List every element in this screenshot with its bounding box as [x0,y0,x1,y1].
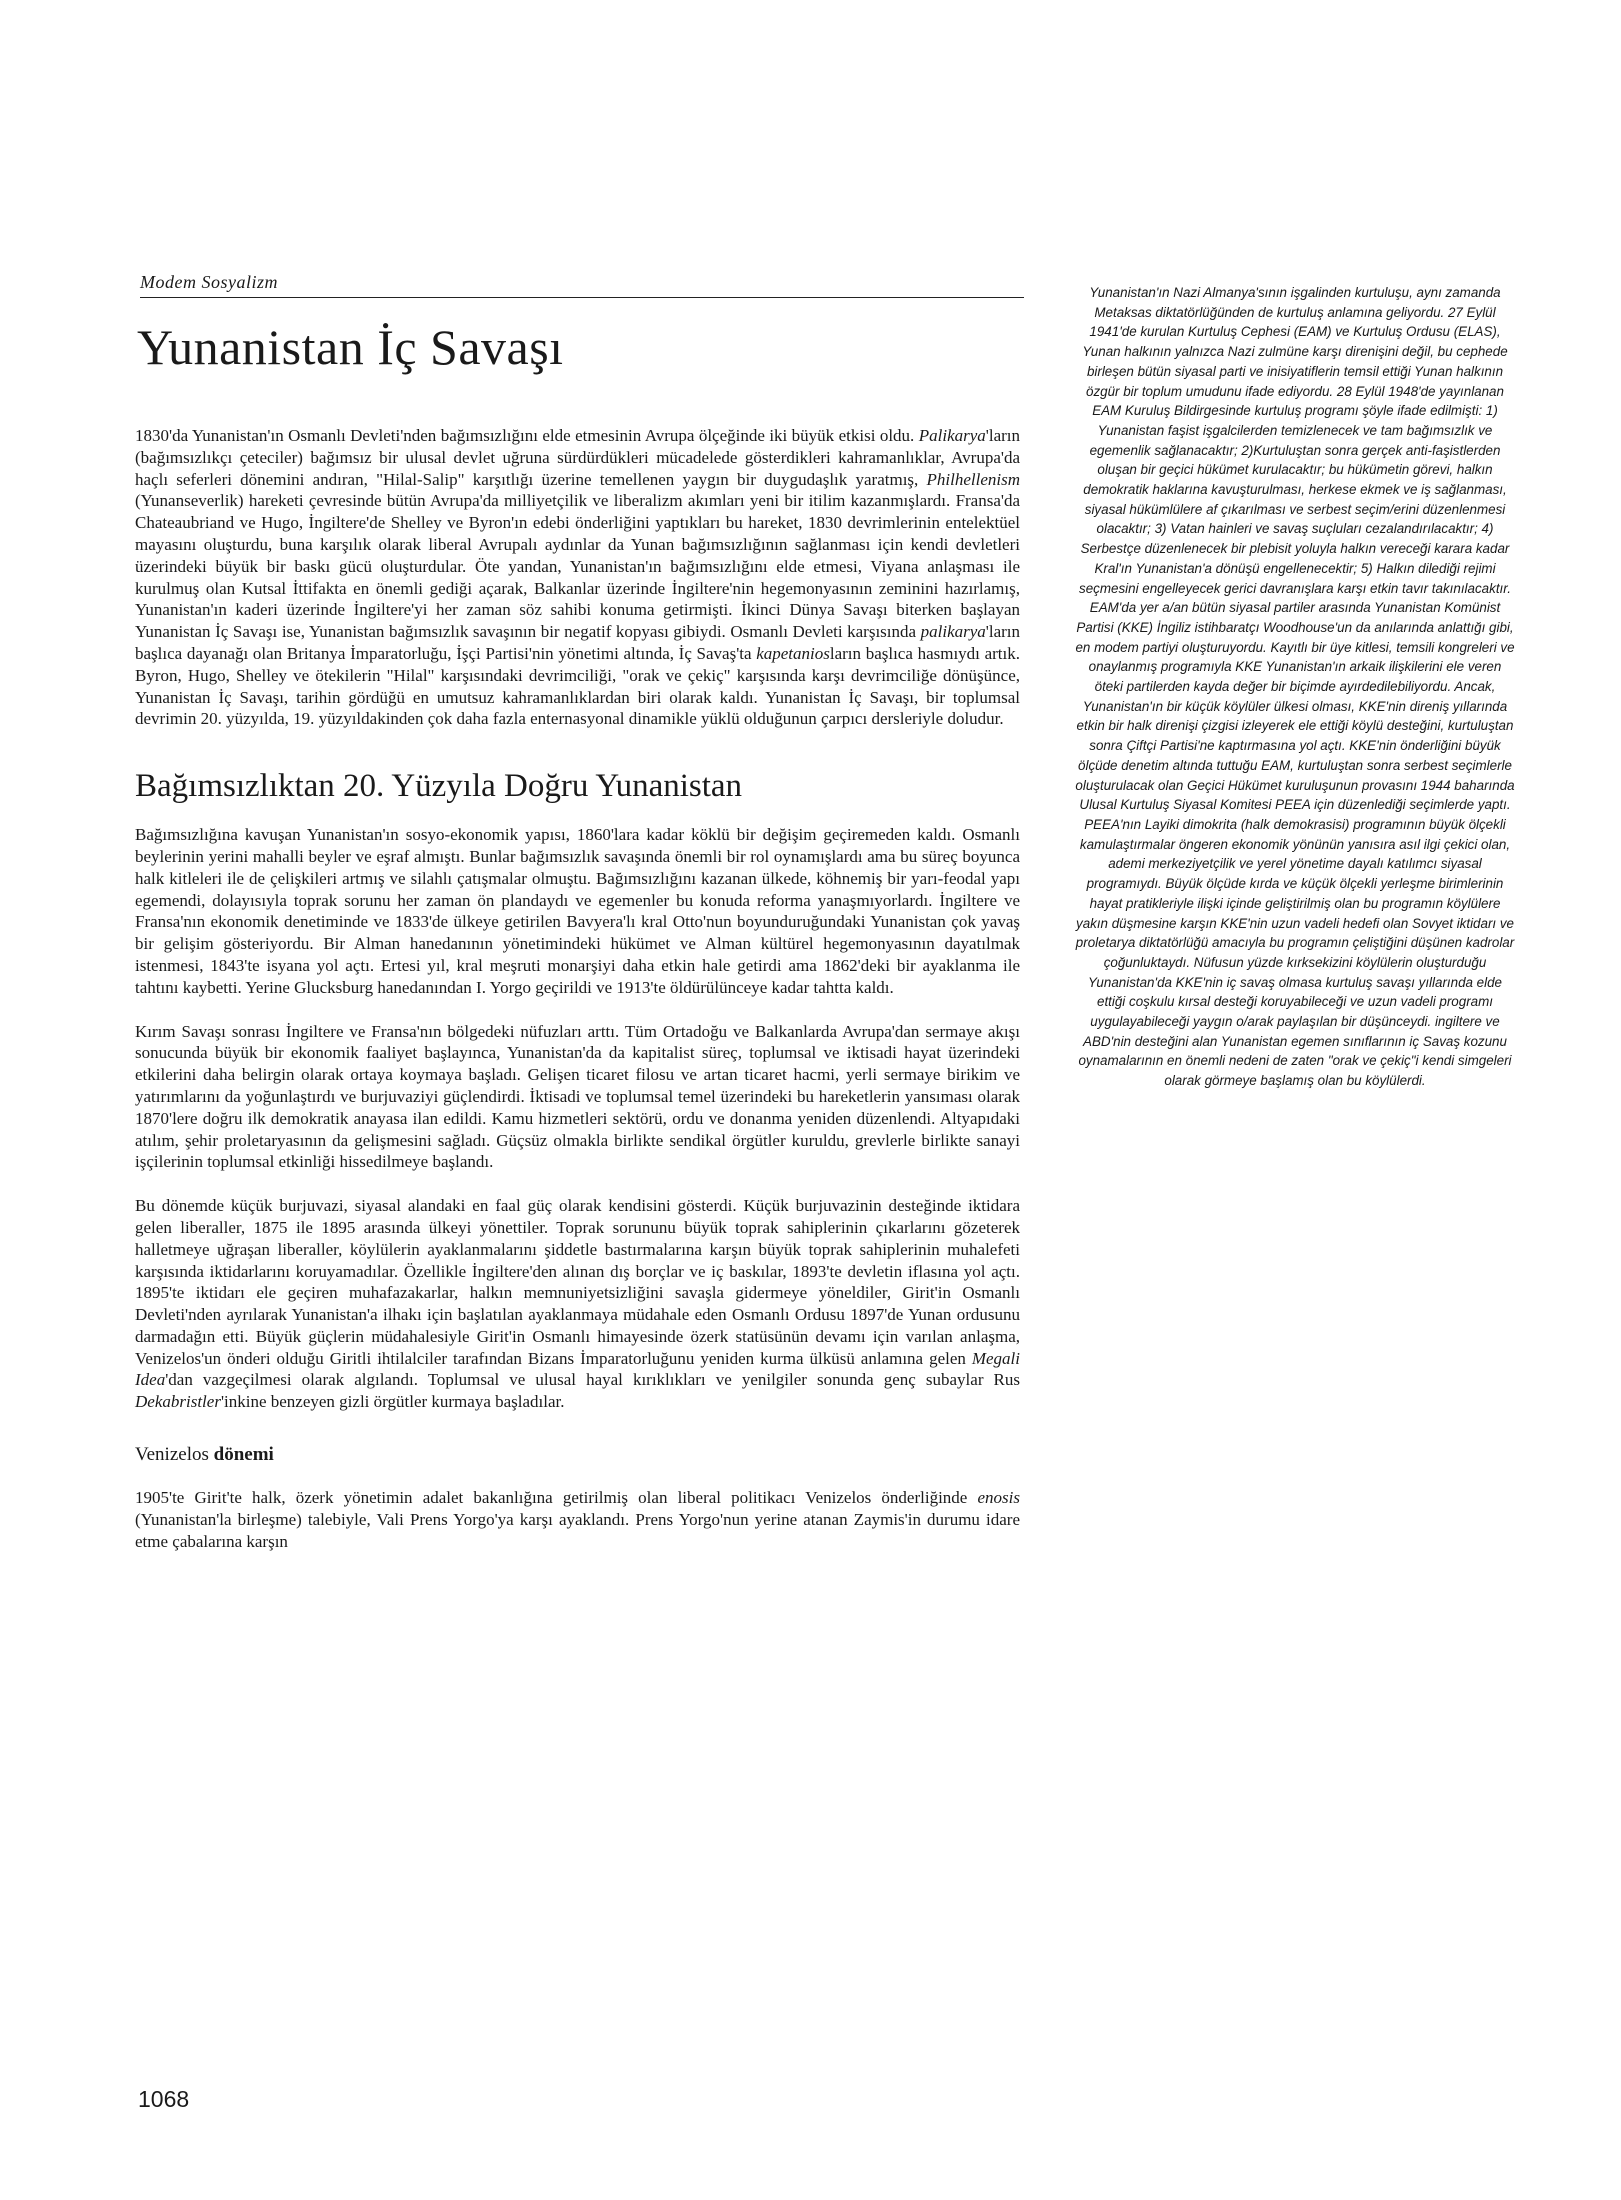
term-megali-idea: Megali Idea [135,1348,1020,1390]
term-palikarya: Palikarya [918,426,986,445]
intro-text-a: 1830'da Yunanistan'ın Osmanlı Devleti'nden bağımsızlığını elde etmesinin Avrupa ölçeğinde iki büyük etkisi oldu. [135,426,919,445]
term-dekabristler: Dekabristler [135,1392,221,1412]
intro-text-d: 'ların başlıca dayanağı olan Britanya İmparatorluğu, İşçi Partisi'nin yönetimi altında, İç Savaş'ta [135,622,1020,663]
section2-p3-text-b: 'dan vazgeçilmesi olarak algılandı. Toplumsal ve ulusal hayal kırıklıkları ve yenilgiler sonunda genç subaylar Rus [165,1370,1020,1390]
section2-p3-text-a: Bu dönemde küçük burjuvazi, siyasal alandaki en faal güç olarak kendisini gösterdi. Küçük burjuvazinin desteğinde iktidara gelen liberaller, 1875 ile 1895 arasında ülkeyi yönettiler. Toprak sorununu büyük toprak sahiplerinin çıkarlarını gözeterek halletmeye uğraşan liberaller, köylülerin ayaklanmalarını şiddetle bastırmalarına karşın büyük toprak sahiplerinin muhalefeti karşısında iktidarlarını koruyamadılar. Özellikle İngiltere'den alınan dış borçlar ve iç baskılar, 1893'te devletin iflasına yol açtı. 1895'te iktidarı ele geçiren muhafazakarlar, halkın memnuniyetsizliğini savaşla gidermeye yöneldiler, Girit'in Osmanlı Devleti'nden ayrılarak Yunanistan'a ilhakı için başlatılan ayaklanmaya müdahale eden Osmanlı Ordusu 1897'de Yunan ordusunu darmadağın etti. Büyük güçlerin müdahalesiyle Girit'in Osmanlı himayesinde özerk statüsünün devamı için varılan anlaşma, Venizelos'un önderi olduğu Giritli ihtilalciler tarafından Bizans İmparatorluğunu yeniden kurma ülküsü anlamına gelen [135,1196,1020,1368]
section3-paragraph-1 [135,1487,1020,1552]
section3-p1-text-b: (Yunanistan'la birleşme) talebiyle, Vali Prens Yorgo'ya karşı ayaklandı. Prens Yorgo'nun yerine atanan Zaymis'in durumu idare etme çabalarına karşın [135,1509,1020,1551]
intro-paragraph [135,425,1020,730]
page-title: Yunanistan İç Savaşı [137,319,564,375]
section3-p1-text-a: 1905'te Girit'te halk, özerk yönetimin adalet bakanlığına getirilmiş olan liberal politikacı Venizelos önderliğinde [135,1488,978,1508]
section2-p3-text-c: 'inkine benzeyen gizli örgütler kurmaya başladılar. [220,1392,565,1412]
running-head: Modem Sosyalizm [140,272,1024,298]
section-heading-bagimsizliktan: Bağımsızlıktan 20. Yüzyıla Doğru Yunanistan [135,768,743,805]
term-palikarya-2: palikarya [920,622,986,642]
section-heading-venizelos [135,1443,1020,1467]
donemi-heading-word: dönemi [213,1444,274,1466]
venizelos-heading-word: Venizelos [135,1444,214,1466]
sidebar-note: Yunanistan'ın Nazi Almanya'sının işgalinden kurtuluşu, aynı zamanda Metaksas diktatörlüğünden de kurtuluş anlamına geliyordu. 27 Eylül 1941'de kurulan Kurtuluş Cephesi (EAM) ve Kurtuluş Ordusu (ELAS), Yunan halkının yalnızca Nazi zulmüne karşı direnişini değil, bu cephede birleşen bütün siyasal parti ve inisiyatiflerin temsil ettiği Yunan halkının özgür bir toplum umudunu ifade ediyordu. 28 Eylül 1948'de yayınlanan EAM Kuruluş Bildirgesinde kurtuluş programı şöyle ifade edilmişti: 1) Yunanistan faşist işgalcilerden temizlenecek ve tam bağımsızlık ve egemenlik sağlanacaktır; 2)Kurtuluştan sonra gerçek anti-faşistlerden oluşan bir geçici hükümet kurulacaktır; bu hükümetin görevi, halkın demokratik haklarına kavuşturulması, herkese ekmek ve iş sağlanması, siyasal hükümlülere af çıkarılması ve serbest seçim/erini düzenlenmesi olacaktır; 3) Vatan hainleri ve savaş suçluları cezalandırılacaktır; 4) Serbestçe düzenlenecek bir plebisit yoluyla halkın vereceği karara kadar Kral'ın Yunanistan'a dönüşü engellenecektir; 5) Halkın dilediği rejimi seçmesini engelleyecek gerici davranışlara karşı etkin tavır takınılacaktır. EAM'da yer a/an bütün siyasal partiler arasında Yunanistan Komünist Partisi (KKE) İngiliz istihbaratçı Woodhouse'un da anılarında anlattığı gibi, en modem partiyi oluşturuyordu. Kayıtlı bir üye kitlesi, temsili kongreleri ve onaylanmış programıyla KKE Yunanistan'ın arkaik ilişkilerini ele veren öteki partilerden kayda değer bir biçimde ayırdedilebiliyordu. Ancak, Yunanistan'ın bir küçük köylüler ülkesi olması, KKE'nin direniş yıllarında etkin bir halk direnişi çizgisi izleyerek ele ettiği köylü desteğini, kurtuluştan sonra Çiftçi Partisi'ne kaptırmasına yol açtı. KKE'nin önderliğini büyük ölçüde denetim altında tuttuğu EAM, kurtuluştan sonra serbest seçimlerle oluşturulacak olan Geçici Hükümet kuruluşunun provasını 1944 baharında Ulusal Kurtuluş Siyasal Komitesi PEEA için düzenlediği seçimlerde yaptı. PEEA'nın Layiki dimokrita (halk demokrasisi) programının büyük ölçekli kamulaştırmalar öngeren ekonomik yönünün yanısıra asıl ilgi çekici olan, ademi merkeziyetçilik ve yerel yönetime dayalı katılımcı siyasal programıydı. Büyük ölçüde kırda ve küçük ölçekli yerleşme birimlerinin hayat pratikleriyle ilişki içinde geliştirilmiş olan bu programın köylülere yakın düşmesine karşın KKE'nin uzun vadeli hedefi olan Sovyet iktidarı ve proletarya diktatörlüğü amacıyla bu programın çeliştiğini düşünen kadrolar çoğunluktaydı. Nüfusun yüzde kırksekizini köylülerin oluşturduğu Yunanistan'da KKE'nin iç savaş olmasa kurtuluş savaşı yıllarında elde ettiği coşkulu kırsal desteği koruyabileceği ve uzun vadeli programı uygulayabileceği yaygın o/arak paylaşılan bir düşünceydi. ingiltere ve ABD'nin desteğini alan Yunanistan egemen sınıflarının iç Savaş kozunu oynamalarının en önemli nedeni de zaten "orak ve çekiç"i kendi simgeleri olarak görmeye başlamış olan bu köylülerdi. [1075,285,1515,1089]
section2-paragraph-1: Bağımsızlığına kavuşan Yunanistan'ın sosyo-ekonomik yapısı, 1860'lara kadar köklü bir değişim geçiremeden kaldı. Osmanlı beylerinin yerini mahalli beyler ve eşraf almıştı. Bunlar bağımsızlık savaşında önemli bir rol oynamışlardı ama bu süreç boyunca halk kitleleri ile de çelişkileri artmış ve silahlı çatışmalar olmuştu. Bağımsızlığını kazanan ülkede, köhnemiş bir yarı-feodal yapı egemendi, dolayısıyla toprak sorunu her zaman ön plandaydı ve egemenler bu konuda reforma yanaşmıyorlardı. İngiltere ve Fransa'nın ekonomik denetiminde ve 1833'de ülkeye getirilen Bavyera'lı kral Otto'nun boyunduruğundaki Yunanistan çok yavaş bir gelişim gösteriyordu. Bir Alman hanedanının yönetimindeki hükümet ve Alman kültürel hegemonyasının dayatılmak istenmesi, 1843'te isyana yol açtı. Ertesi yıl, kral meşruti monarşiyi daha etkin hale getirdi ama 1862'deki bir ayaklanma ile tahtını kaybetti. Yerine Glucksburg hanedanından I. Yorgo geçirildi ve 1913'te öldürülünceye kadar tahtta kaldı. [135,825,1020,997]
term-philhellenism: Philhellenism [926,469,1020,489]
term-kapetanios: kapetanios [756,643,830,663]
term-enosis: enosis [977,1488,1020,1508]
intro-text-b: 'ların (bağımsızlıkçı çeteciler) bağımsız bir ulusal devlet uğruna sürdürdükleri mücadelede gösterdikleri kahramanlıklar, Avrupa'da haçlı seferleri dönemini andıran, "Hilal-Salip" karşıtlığı üzerine temellenen yaygın bir duygudaşlık yaratmış, [135,426,1020,489]
intro-text-c: (Yunanseverlik) hareketi çevresinde bütün Avrupa'da milliyetçilik ve liberalizm akımları yeni bir itilim kazanmışlardı. Fransa'da Chateaubriand ve Hugo, İngiltere'de Shelley ve Byron'ın edebi önderliğini yaptıkları bu hareket, 1830 devrimlerinin entelektüel mayasını oluşturdu, buna karşılık olarak liberal Avrupalı aydınlar da Yunan bağımsızlığının sağlanması için kendi devletleri üzerindeki büyük bir baskı gücü oluşturdular. Öte yandan, Yunanistan'ın bağımsızlığını elde etmesi, Viyana anlaşması ile kurulmuş olan Kutsal İttifakta en önemli gediği açarak, Balkanlar üzerinde İngiltere'nin hegemonyasının zeminini hazırlamış, Yunanistan'ın kaderi üzerinde İngiltere'yi her zaman söz sahibi konuma getirmişti. İkinci Dünya Savaşı biterken başlayan Yunanistan İç Savaşı ise, Yunanistan bağımsızlık savaşının bir negatif kopyası gibiydi. Osmanlı Devleti karşısında [135,491,1020,642]
intro-text-e: ların başlıca hasmıydı artık. Byron, Hugo, Shelley ve ötekilerin "Hilal" karşısındaki devrimciliği, "orak ve çekiç" karşısında karşı devrimciliğe dönüşünce, Yunanistan İç Savaşı, tarihin gördüğü en umutsuz kahramanlıklardan biri olarak kaldı. Yunanistan İç Savaşı, bir toplumsal devrimin 20. yüzyılda, 19. yüzyıldakinden çok daha fazla enternasyonal dinamikle yüklü olduğunun çarpıcı dersleriyle doludur. [135,643,1020,729]
main-column [135,425,1020,1552]
section2-paragraph-3 [135,1195,1020,1413]
page-number: 1068 [138,2086,190,2112]
section2-paragraph-2: Kırım Savaşı sonrası İngiltere ve Fransa'nın bölgedeki nüfuzları arttı. Tüm Ortadoğu ve Balkanlarda Avrupa'dan sermaye akışı sonucunda büyük bir ekonomik faaliyet başlayınca, Yunanistan'da da kapitalist süreç, toplumsal ve iktisadi hayat üzerindeki etkilerini daha belirgin olarak ortaya koymaya başladı. Gelişen ticaret filosu ve artan ticaret hacmi, yerli sermaye birikim ve yatırımlarını da yoğunlaştırdı ve burjuvaziyi güçlendirdi. İktisadi ve toplumsal temel üzerindeki bu hareketlerin yansıması olarak 1870'lere doğru ilk demokratik anayasa ilan edildi. Kamu hizmetleri sektörü, ordu ve donanma yeniden düzenlendi. Altyapıdaki atılım, şehir proletaryasının da gelişmesini sağladı. Güçsüz olmakla birlikte sendikal örgütler kuruldu, grevlerle birlikte sanayi işçilerinin toplumsal etkinliği hissedilmeye başlandı. [135,1021,1020,1172]
